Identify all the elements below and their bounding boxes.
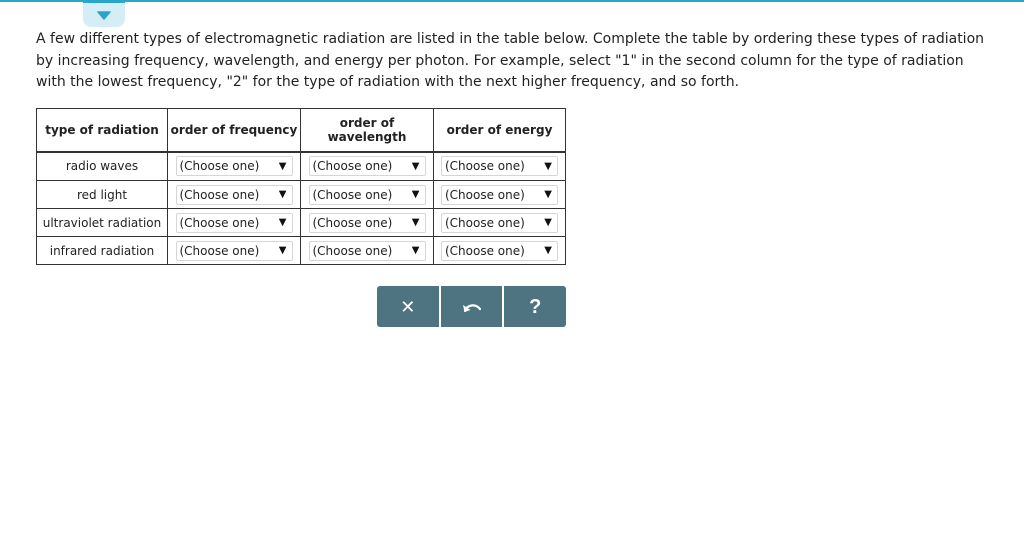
select-value: (Choose one) xyxy=(312,187,393,202)
table-row xyxy=(37,152,566,181)
select-value: (Choose one) xyxy=(445,215,525,230)
instructions-text: A few different types of electromagnetic radiation are listed in the table below. Complete the table by ordering these types of radiation by increasing frequency, wavelength, and energy per photon. For example, select "1" in the second column for the type of radiation with the lowest frequency, "2" for the type of radiation with the next higher frequency, and so forth. xyxy=(36,31,985,90)
help-icon: ? xyxy=(529,295,542,318)
frequency-cell xyxy=(168,152,301,181)
header-wavelength: order of wavelength xyxy=(301,109,434,152)
dropdown-arrow-icon: ▼ xyxy=(544,189,552,200)
dropdown-arrow-icon: ▼ xyxy=(544,245,552,256)
energy-cell xyxy=(434,237,566,265)
header-energy: order of energy xyxy=(434,109,566,152)
dropdown-arrow-icon: ▼ xyxy=(544,160,552,172)
radiation-type-label: radio waves xyxy=(37,152,168,181)
header-frequency: order of frequency xyxy=(168,109,301,152)
energy-select[interactable] xyxy=(441,156,558,176)
top-accent-line xyxy=(0,0,1024,2)
radiation-type-label: infrared radiation xyxy=(37,237,168,265)
select-value: (Choose one) xyxy=(312,215,393,230)
dropdown-arrow-icon: ▼ xyxy=(278,217,287,228)
energy-select[interactable] xyxy=(441,185,558,205)
energy-cell xyxy=(434,181,566,209)
dropdown-arrow-icon: ▼ xyxy=(411,189,420,200)
table-row xyxy=(37,209,566,237)
frequency-cell xyxy=(168,181,301,209)
wavelength-select[interactable] xyxy=(309,185,426,205)
select-value: (Choose one) xyxy=(445,187,525,202)
wavelength-select[interactable] xyxy=(309,156,426,176)
select-value: (Choose one) xyxy=(179,215,260,230)
table-row xyxy=(37,181,566,209)
dropdown-arrow-icon: ▼ xyxy=(278,189,287,200)
select-value: (Choose one) xyxy=(179,243,260,258)
dropdown-arrow-icon: ▼ xyxy=(411,217,420,228)
select-value: (Choose one) xyxy=(445,243,525,258)
select-value: (Choose one) xyxy=(312,243,393,258)
radiation-table xyxy=(36,108,566,265)
header-type: type of radiation xyxy=(37,109,168,152)
wavelength-select[interactable] xyxy=(309,241,426,261)
tab-accent-bar xyxy=(83,0,125,3)
wavelength-cell xyxy=(301,237,434,265)
table-header-row xyxy=(37,109,566,152)
energy-cell xyxy=(434,209,566,237)
wavelength-cell xyxy=(301,181,434,209)
table-row xyxy=(37,237,566,265)
radiation-type-label: red light xyxy=(37,181,168,209)
select-value: (Choose one) xyxy=(445,159,525,174)
frequency-select[interactable] xyxy=(176,156,293,176)
dropdown-arrow-icon: ▼ xyxy=(278,245,287,256)
clear-button[interactable] xyxy=(377,286,439,327)
radiation-type-label: ultraviolet radiation xyxy=(37,209,168,237)
help-button[interactable] xyxy=(502,286,566,327)
wavelength-select[interactable] xyxy=(309,213,426,233)
select-value: (Choose one) xyxy=(179,187,260,202)
wavelength-cell xyxy=(301,209,434,237)
undo-button[interactable] xyxy=(439,286,503,327)
frequency-select[interactable] xyxy=(176,213,293,233)
wavelength-cell xyxy=(301,152,434,181)
close-icon: ✕ xyxy=(400,296,416,317)
select-value: (Choose one) xyxy=(179,159,260,174)
action-button-group xyxy=(377,286,566,327)
energy-cell xyxy=(434,152,566,181)
frequency-cell xyxy=(168,209,301,237)
dropdown-arrow-icon: ▼ xyxy=(411,160,420,172)
undo-icon xyxy=(461,300,483,314)
frequency-select[interactable] xyxy=(176,185,293,205)
dropdown-arrow-icon: ▼ xyxy=(278,160,287,172)
dropdown-arrow-icon: ▼ xyxy=(411,245,420,256)
collapse-toggle-button[interactable] xyxy=(83,0,125,27)
caret-down-icon xyxy=(97,11,111,20)
energy-select[interactable] xyxy=(441,241,558,261)
select-value: (Choose one) xyxy=(312,159,393,174)
frequency-select[interactable] xyxy=(176,241,293,261)
energy-select[interactable] xyxy=(441,213,558,233)
frequency-cell xyxy=(168,237,301,265)
dropdown-arrow-icon: ▼ xyxy=(544,217,552,228)
